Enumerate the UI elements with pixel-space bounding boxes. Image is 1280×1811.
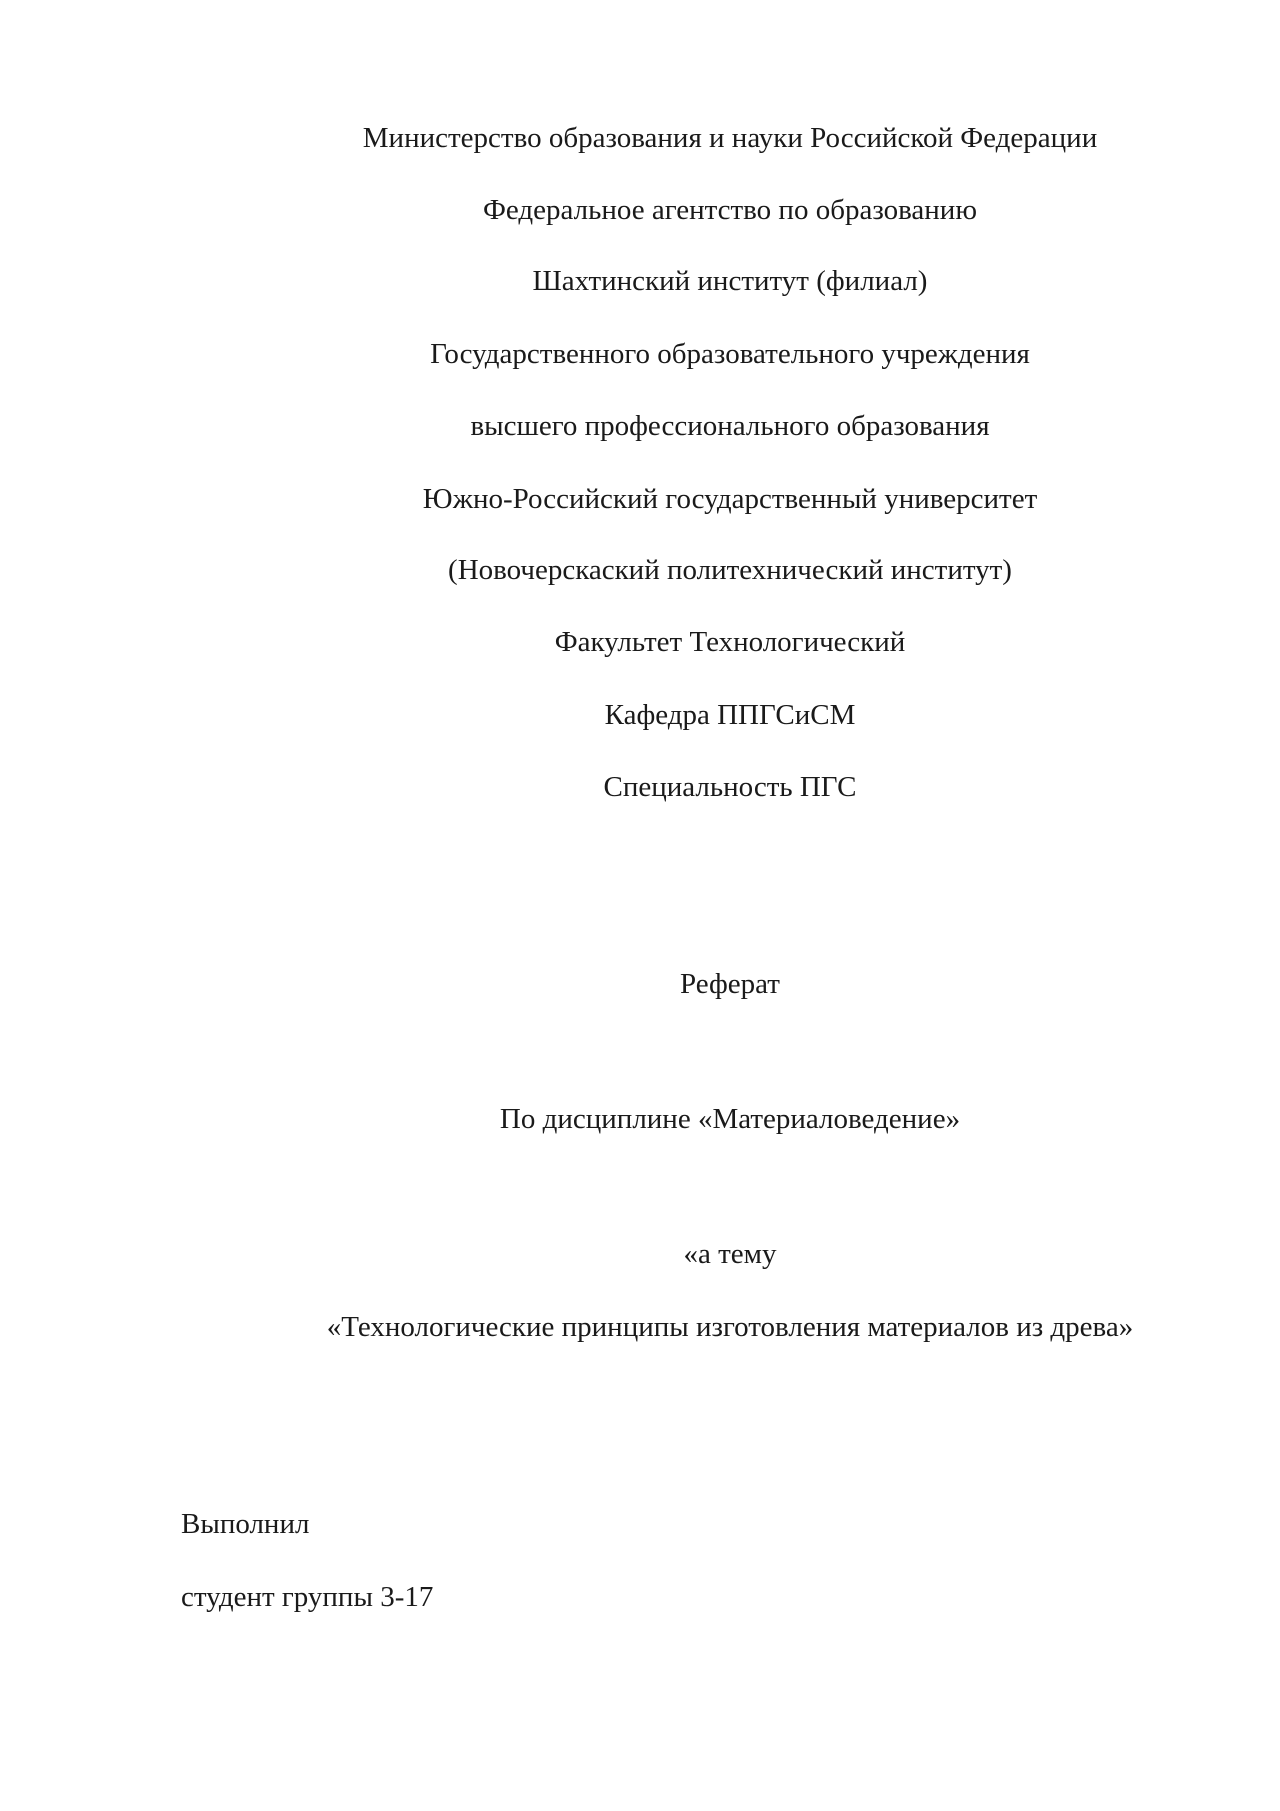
- header-specialty: Специальность ПГС: [603, 771, 857, 803]
- discipline-line: По дисциплине «Материаловедение»: [499, 1103, 961, 1135]
- topic-prefix: «а тему: [683, 1238, 777, 1270]
- student-group: студент группы 3-17: [181, 1581, 434, 1613]
- header-state-institution: Государственного образовательного учреждения: [430, 338, 1030, 370]
- header-polytechnic: (Новочерскаский политехнический институт): [448, 554, 1012, 586]
- header-faculty: Факультет Технологический: [554, 626, 906, 658]
- header-institute: Шахтинский институт (филиал): [532, 265, 928, 297]
- header-agency: Федеральное агентство по образованию: [482, 194, 977, 226]
- header-ministry: Министерство образования и науки Российской Федерации: [362, 122, 1098, 154]
- topic-title: «Технологические принципы изготовления материалов из древа»: [326, 1311, 1134, 1343]
- header-higher-education: высшего профессионального образования: [470, 410, 990, 442]
- header-department: Кафедра ППГСиСМ: [604, 699, 856, 731]
- document-type: Реферат: [680, 968, 780, 1000]
- performed-by-label: Выполнил: [181, 1508, 310, 1540]
- header-university: Южно-Российский государственный университет: [422, 483, 1038, 515]
